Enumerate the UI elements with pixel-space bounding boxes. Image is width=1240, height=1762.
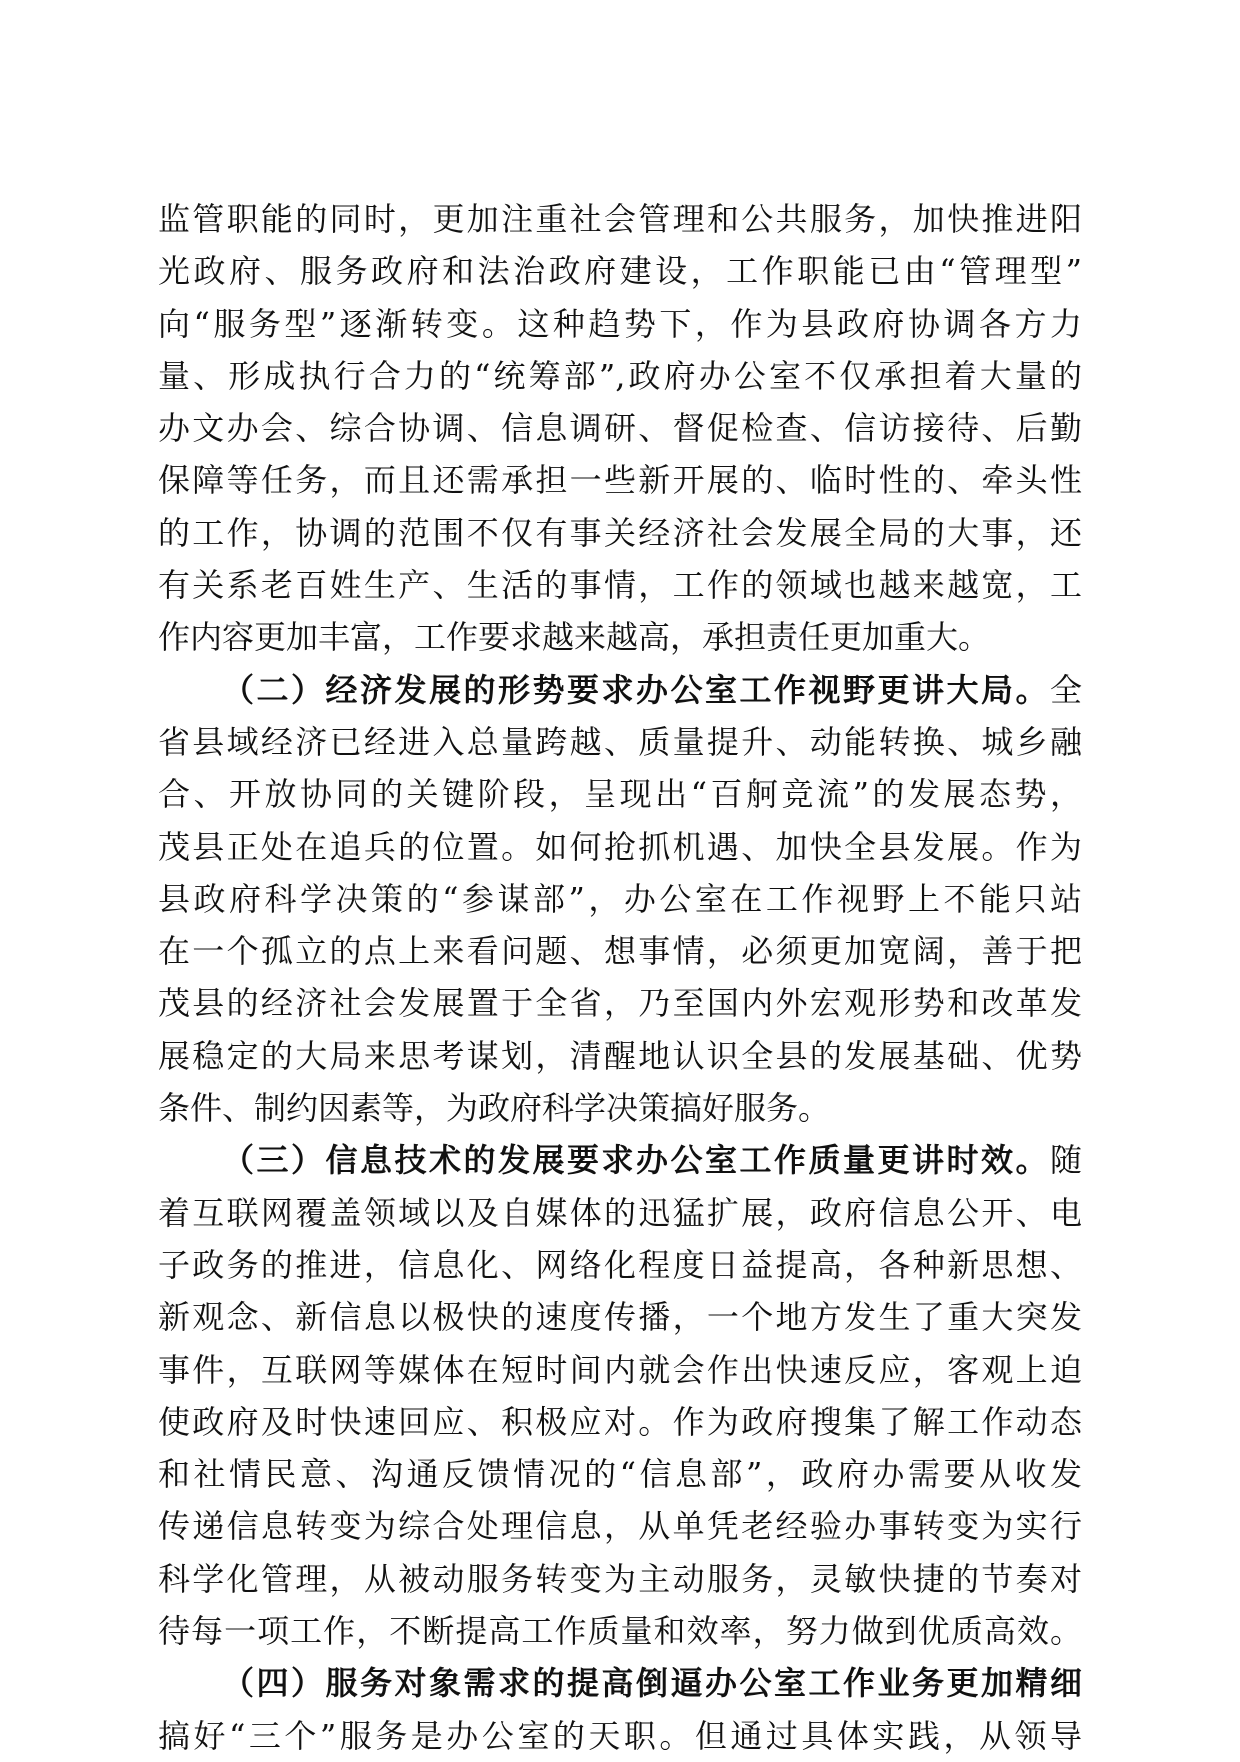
text-line: 的工作，协调的范围不仅有事关经济社会发展全局的大事，还: [158, 513, 1082, 552]
paragraph-1: [158, 193, 1082, 664]
text-line: 和社情民意、沟通反馈情况的“信息部”，政府办需要从收发: [158, 1455, 1082, 1494]
section-heading-3: （三）信息技术的发展要求办公室工作质量更讲时效。: [222, 1141, 1050, 1180]
text-line: 茂县的经济社会发展置于全省，乃至国内外宏观形势和改革发: [158, 984, 1082, 1023]
text-line: 展稳定的大局来思考谋划，清醒地认识全县的发展基础、优势: [158, 1036, 1082, 1075]
text-line: 传递信息转变为综合处理信息，从单凭老经验办事转变为实行: [158, 1507, 1082, 1546]
text-line: 光政府、服务政府和法治政府建设，工作职能已由“管理型”: [158, 252, 1082, 291]
text-line: 茂县正处在追兵的位置。如何抢抓机遇、加快全县发展。作为: [158, 827, 1082, 866]
text-line: 合、开放协同的关键阶段，呈现出“百舸竞流”的发展态势，: [158, 775, 1082, 814]
section-heading-4: （四）服务对象需求的提高倒逼办公室工作业务更加精细: [222, 1664, 1082, 1703]
paragraph-4: [158, 1657, 1082, 1762]
text-line: 量、形成执行合力的“统筹部”,政府办公室不仅承担着大量的: [158, 356, 1082, 395]
text-line: 科学化管理，从被动服务转变为主动服务，灵敏快捷的节奏对: [158, 1559, 1082, 1598]
paragraph-first-line: [158, 1657, 1082, 1709]
text-run: 全: [1049, 670, 1082, 709]
text-line: 有关系老百姓生产、生活的事情，工作的领域也越来越宽，工: [158, 566, 1082, 605]
text-line: 使政府及时快速回应、积极应对。作为政府搜集了解工作动态: [158, 1402, 1082, 1441]
paragraph-2: [158, 664, 1082, 1135]
text-line: 向“服务型”逐渐转变。这种趋势下，作为县政府协调各方力: [158, 304, 1082, 343]
section-heading-2: （二）经济发展的形势要求办公室工作视野更讲大局。: [222, 670, 1050, 709]
text-line: 监管职能的同时，更加注重社会管理和公共服务，加快推进阳: [158, 200, 1082, 238]
paragraph-first-line: [158, 1134, 1082, 1186]
text-line: 新观念、新信息以极快的速度传播，一个地方发生了重大突发: [158, 1298, 1082, 1337]
text-line: 保障等任务，而且还需承担一些新开展的、临时性的、牵头性: [158, 461, 1082, 500]
text-line: 搞好“三个”服务是办公室的天职。但通过具体实践，从领导: [158, 1716, 1082, 1755]
text-line: 子政务的推进，信息化、网络化程度日益提高，各种新思想、: [158, 1245, 1082, 1284]
text-line: 着互联网覆盖领域以及自媒体的迅猛扩展，政府信息公开、电: [158, 1193, 1082, 1232]
text-line: 办文办会、综合协调、信息调研、督促检查、信访接待、后勤: [158, 409, 1082, 448]
text-line: 条件、制约因素等，为政府科学决策搞好服务。: [158, 1089, 831, 1128]
text-line: 待每一项工作，不断提高工作质量和效率，努力做到优质高效。: [158, 1612, 1082, 1651]
text-line: 县政府科学决策的“参谋部”，办公室在工作视野上不能只站: [158, 879, 1082, 918]
text-line: 作内容更加丰富，工作要求越来越高，承担责任更加重大。: [158, 618, 991, 657]
text-line: 事件，互联网等媒体在短时间内就会作出快速反应，客观上迫: [158, 1350, 1082, 1389]
document-body: [158, 193, 1082, 1762]
text-run: 随: [1049, 1141, 1082, 1180]
text-line: 在一个孤立的点上来看问题、想事情，必须更加宽阔，善于把: [158, 932, 1082, 971]
paragraph-3: [158, 1134, 1082, 1657]
text-line: 省县域经济已经进入总量跨越、质量提升、动能转换、城乡融: [158, 722, 1082, 761]
paragraph-first-line: [158, 664, 1082, 716]
